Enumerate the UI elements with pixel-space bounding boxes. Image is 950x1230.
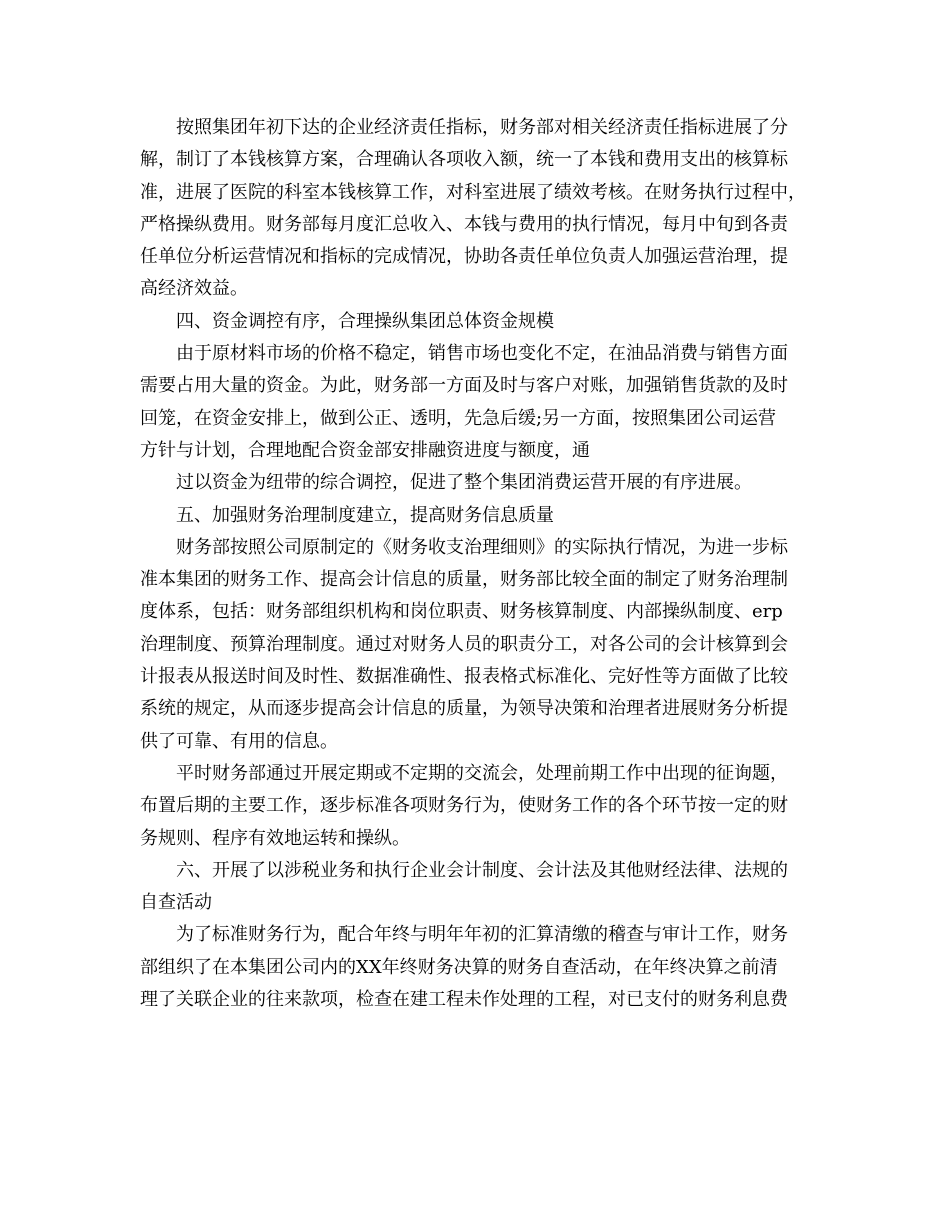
text-line: 准，进展了医院的科室本钱核算工作，对科室进展了绩效考核。在财务执行过程中， bbox=[140, 181, 806, 203]
text-line: 平时财务部通过开展定期或不定期的交流会，处理前期工作中出现的征询题， bbox=[176, 762, 788, 784]
text-line: 严格操纵费用。财务部每月度汇总收入、本钱与费用的执行情况，每月中旬到各责 bbox=[140, 213, 788, 235]
text-line: 五、加强财务治理制度建立，提高财务信息质量 bbox=[176, 504, 554, 526]
text-line: 任单位分析运营情况和指标的完成情况，协助各责任单位负责人加强运营治理，提 bbox=[140, 246, 788, 268]
text-line: 高经济效益。 bbox=[140, 278, 248, 300]
text-line: 回笼，在资金安排上，做到公正、透明，先急后缓;另一方面，按照集团公司运营 bbox=[140, 407, 777, 429]
text-line: 过以资金为纽带的综合调控，促进了整个集团消费运营开展的有序进展。 bbox=[176, 472, 752, 494]
text-line: 理了关联企业的往来款项，检查在建工程未作处理的工程，对已支付的财务利息费 bbox=[140, 989, 788, 1011]
text-line: 由于原材料市场的价格不稳定，销售市场也变化不定，在油品消费与销售方面 bbox=[176, 343, 788, 365]
text-line: 务规则、程序有效地运转和操纵。 bbox=[140, 827, 410, 849]
text-line: 方针与计划，合理地配合资金部安排融资进度与额度，通 bbox=[140, 439, 590, 461]
text-line: 布置后期的主要工作，逐步标准各项财务行为，使财务工作的各个环节按一定的财 bbox=[140, 795, 788, 817]
text-line: 需要占用大量的资金。为此，财务部一方面及时与客户对账，加强销售货款的及时 bbox=[140, 375, 788, 397]
text-line: 为了标准财务行为，配合年终与明年年初的汇算清缴的稽查与审计工作，财务 bbox=[176, 924, 788, 946]
text-line: 治理制度、预算治理制度。通过对财务人员的职责分工，对各公司的会计核算到会 bbox=[140, 633, 788, 655]
text-line: 六、开展了以涉税业务和执行企业会计制度、会计法及其他财经法律、法规的 bbox=[176, 859, 788, 881]
text-line: 度体系，包括：财务部组织机构和岗位职责、财务核算制度、内部操纵制度、erp bbox=[140, 601, 783, 623]
text-line: 自查活动 bbox=[140, 892, 212, 914]
text-line: 计报表从报送时间及时性、数据准确性、报表格式标准化、完好性等方面做了比较 bbox=[140, 666, 788, 688]
text-line: 准本集团的财务工作、提高会计信息的质量，财务部比较全面的制定了财务治理制 bbox=[140, 569, 788, 591]
text-line: 部组织了在本集团公司内的XX年终财务决算的财务自查活动，在年终决算之前清 bbox=[140, 956, 778, 978]
document-body bbox=[140, 112, 820, 1016]
text-line: 按照集团年初下达的企业经济责任指标，财务部对相关经济责任指标进展了分 bbox=[176, 117, 788, 138]
text-line: 系统的规定，从而逐步提高会计信息的质量，为领导决策和治理者进展财务分析提 bbox=[140, 698, 788, 720]
text-line: 供了可靠、有用的信息。 bbox=[140, 730, 338, 752]
text-line: 四、资金调控有序，合理操纵集团总体资金规模 bbox=[176, 310, 554, 332]
text-line: 财务部按照公司原制定的《财务收支治理细则》的实际执行情况，为进一步标 bbox=[176, 536, 788, 558]
text-line: 解，制订了本钱核算方案，合理确认各项收入额，统一了本钱和费用支出的核算标 bbox=[140, 149, 788, 171]
